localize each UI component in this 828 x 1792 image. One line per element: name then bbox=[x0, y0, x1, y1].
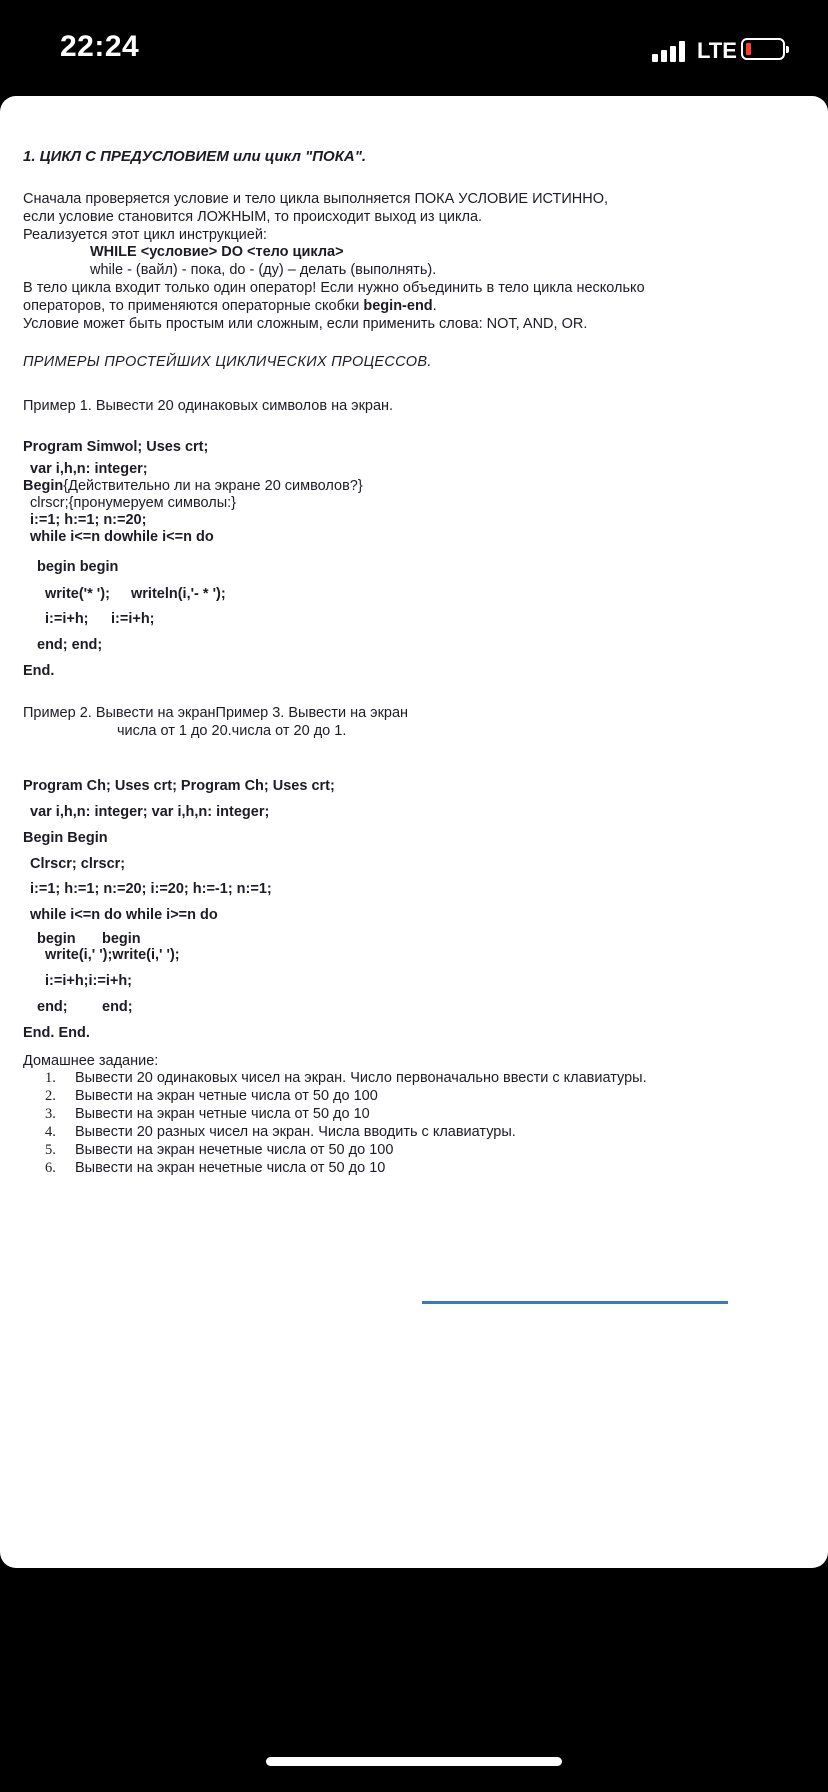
homework-item: Вывести 20 разных чисел на экран. Числа вводить с клавиатуры. bbox=[75, 1124, 516, 1140]
keyword-translation: while - (вайл) - пока, do - (ду) – делать (выполнять). bbox=[90, 262, 437, 278]
code-line: i:=i+h; bbox=[111, 611, 155, 627]
code-line: writeln(i,'- * '); bbox=[131, 586, 226, 602]
battery-low-icon bbox=[741, 38, 785, 60]
homework-item: Вывести на экран нечетные числа от 50 до 10 bbox=[75, 1160, 386, 1176]
intro-line: если условие становится ЛОЖНЫМ, то происходит выход из цикла. bbox=[23, 209, 483, 225]
signal-bars-icon bbox=[652, 40, 692, 62]
code-line: Begin{Действительно ли на экране 20 символов?} bbox=[23, 478, 363, 494]
homework-item: Вывести на экран четные числа от 50 до 100 bbox=[75, 1088, 378, 1104]
code-line: i:=1; h:=1; n:=20; bbox=[30, 512, 147, 528]
homework-title: Домашнее задание: bbox=[23, 1053, 159, 1069]
code-line: Program Ch; Uses crt; Program Ch; Uses crt; bbox=[23, 778, 335, 794]
code-line: i:=i+h; bbox=[45, 611, 89, 627]
note-line: Условие может быть простым или сложным, если применить слова: NOT, AND, OR. bbox=[23, 316, 588, 332]
homework-number: 1. bbox=[45, 1070, 56, 1086]
homework-number: 5. bbox=[45, 1142, 56, 1158]
code-line: Program Simwol; Uses crt; bbox=[23, 439, 209, 455]
code-line: while i<=n dowhile i<=n do bbox=[30, 529, 214, 545]
code-line: var i,h,n: integer; var i,h,n: integer; bbox=[30, 804, 270, 820]
homework-number: 2. bbox=[45, 1088, 56, 1104]
code-line: Begin Begin bbox=[23, 830, 108, 846]
code-line: clrscr;{пронумеруем символы:} bbox=[30, 495, 237, 511]
code-line: Clrscr; clrscr; bbox=[30, 856, 126, 872]
code-line: end; bbox=[37, 999, 68, 1015]
code-line: var i,h,n: integer; bbox=[30, 461, 148, 477]
note-line: В тело цикла входит только один оператор! Если нужно объединить в тело цикла несколько bbox=[23, 280, 645, 296]
code-line: write('* '); bbox=[45, 586, 110, 602]
example-2-title: Пример 2. Вывести на экранПример 3. Вывести на экран bbox=[23, 705, 409, 721]
code-line: end; end; bbox=[37, 637, 103, 653]
example-2-subtitle: числа от 1 до 20.числа от 20 до 1. bbox=[117, 723, 347, 739]
intro-line: Реализуется этот цикл инструкцией: bbox=[23, 227, 267, 243]
code-line: begin bbox=[102, 931, 141, 947]
network-type: LTE bbox=[697, 38, 737, 63]
intro-line: Сначала проверяется условие и тело цикла выполняется ПОКА УСЛОВИЕ ИСТИННО, bbox=[23, 191, 609, 207]
document-heading: 1. ЦИКЛ С ПРЕДУСЛОВИЕМ или цикл "ПОКА". bbox=[23, 148, 367, 165]
homework-item: Вывести на экран нечетные числа от 50 до 100 bbox=[75, 1142, 394, 1158]
code-line: end; bbox=[102, 999, 133, 1015]
code-line: End. End. bbox=[23, 1025, 90, 1041]
homework-item: Вывести 20 одинаковых чисел на экран. Число первоначально ввести с клавиатуры. bbox=[75, 1070, 647, 1086]
homework-number: 3. bbox=[45, 1106, 56, 1122]
code-line: End. bbox=[23, 663, 55, 679]
homework-number: 4. bbox=[45, 1124, 56, 1140]
example-1-title: Пример 1. Вывести 20 одинаковых символов на экран. bbox=[23, 398, 394, 414]
status-time: 22:24 bbox=[60, 30, 140, 63]
code-line: while i<=n do while i>=n do bbox=[30, 907, 218, 923]
blue-underline bbox=[422, 1301, 728, 1304]
code-line: begin bbox=[37, 931, 76, 947]
code-line: i:=i+h;i:=i+h; bbox=[45, 973, 133, 989]
homework-item: Вывести на экран четные числа от 50 до 10 bbox=[75, 1106, 370, 1122]
code-line: write(i,' ');write(i,' '); bbox=[45, 947, 180, 963]
section-title: ПРИМЕРЫ ПРОСТЕЙШИХ ЦИКЛИЧЕСКИХ ПРОЦЕССОВ. bbox=[23, 354, 432, 370]
begin-end-keyword: begin-end bbox=[363, 298, 433, 314]
while-syntax: WHILE <условие> DO <тело цикла> bbox=[90, 244, 344, 260]
note-line: операторов, то применяются операторные скобки begin-end. bbox=[23, 298, 437, 314]
status-bar bbox=[0, 0, 828, 92]
home-indicator[interactable] bbox=[266, 1757, 562, 1766]
document-page[interactable] bbox=[0, 96, 828, 1568]
code-line: begin begin bbox=[37, 559, 119, 575]
homework-number: 6. bbox=[45, 1160, 56, 1176]
code-line: i:=1; h:=1; n:=20; i:=20; h:=-1; n:=1; bbox=[30, 881, 272, 897]
